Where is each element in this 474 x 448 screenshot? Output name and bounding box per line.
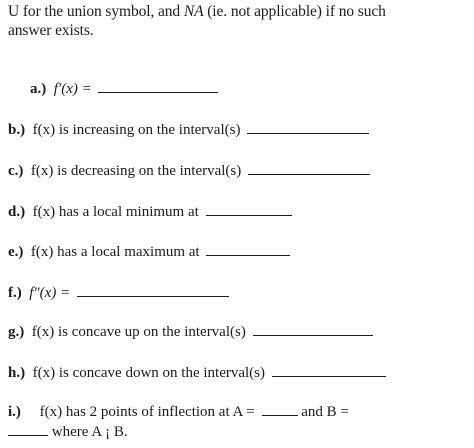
answer-blank[interactable]: [77, 285, 229, 297]
question-label: d.): [8, 204, 26, 220]
na-term: NA: [183, 3, 204, 20]
question-label: h.): [8, 365, 26, 381]
answer-blank[interactable]: [206, 204, 292, 216]
answer-blank[interactable]: [248, 163, 370, 175]
question-text: f(x) is concave up on the interval(s): [31, 324, 246, 340]
question-label: g.): [8, 324, 25, 340]
question-i-line2: [8, 423, 128, 441]
answer-blank-b[interactable]: [8, 424, 48, 436]
answer-blank[interactable]: [98, 81, 218, 93]
question-text: f(x) has a local minimum at: [32, 204, 199, 220]
answer-blank[interactable]: [247, 122, 369, 134]
question-label: f.): [8, 285, 22, 301]
answer-blank[interactable]: [272, 365, 386, 377]
question-i-condition: where A ¡ B.: [51, 424, 128, 440]
question-a: [30, 80, 218, 98]
instructions-line2: answer exists.: [8, 22, 94, 39]
answer-blank[interactable]: [253, 324, 373, 336]
question-text-2: and B =: [301, 404, 349, 420]
question-i: [8, 403, 349, 421]
question-label: i.): [8, 404, 21, 420]
question-label: b.): [8, 122, 26, 138]
question-e: [8, 243, 290, 261]
question-c: [8, 162, 370, 180]
question-g: [8, 323, 373, 341]
question-label: e.): [8, 244, 24, 260]
question-text: f(x) has a local maximum at: [30, 244, 200, 260]
question-text: f″(x) =: [29, 285, 71, 301]
question-f: [8, 284, 229, 302]
question-text: f(x) has 2 points of inflection at A =: [39, 404, 255, 420]
answer-blank[interactable]: [206, 244, 290, 256]
question-text: f′(x) =: [53, 81, 92, 97]
question-label: c.): [8, 163, 24, 179]
question-text: f(x) is increasing on the interval(s): [32, 122, 241, 138]
question-b: [8, 121, 369, 139]
question-text: f(x) is concave down on the interval(s): [32, 365, 266, 381]
answer-blank-a[interactable]: [262, 404, 298, 416]
instructions-line1: U for the union symbol, and: [8, 3, 184, 20]
instructions: [8, 2, 470, 40]
question-label: a.): [30, 81, 47, 97]
question-h: [8, 364, 386, 382]
question-d: [8, 203, 292, 221]
question-text: f(x) is decreasing on the interval(s): [30, 163, 242, 179]
instructions-line1-rest: (ie. not applicable) if no such: [203, 3, 386, 20]
